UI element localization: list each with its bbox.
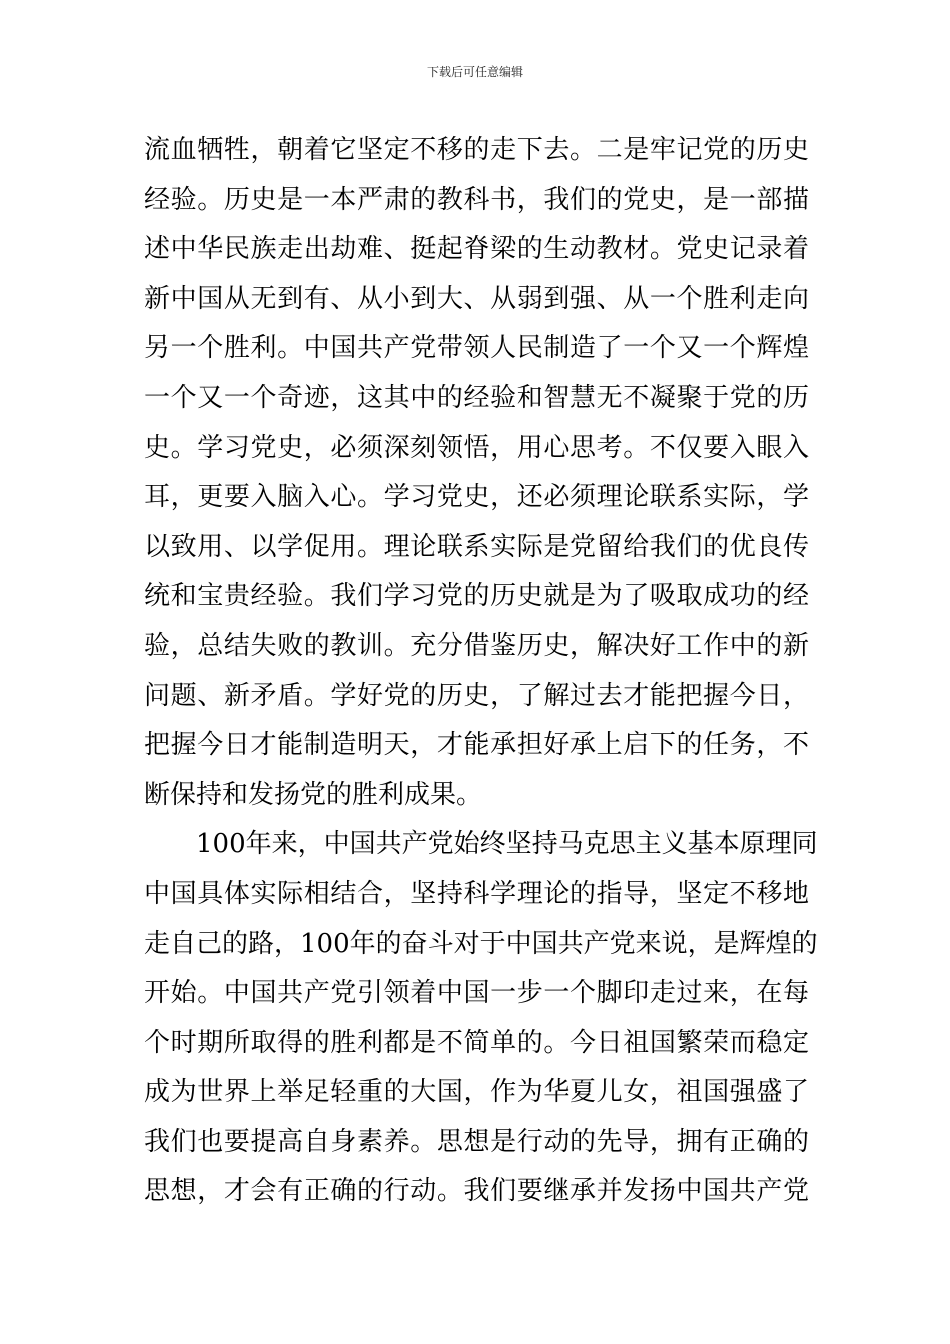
paragraph-1	[144, 126, 809, 820]
text-line: 耳，更要入脑入心。学习党史，还必须理论联系实际，学	[144, 482, 809, 513]
paragraph-2	[144, 820, 818, 1217]
text-line: 一个又一个奇迹，这其中的经验和智慧无不凝聚于党的历	[144, 382, 809, 413]
text-line: 个时期所取得的胜利都是不简单的。今日祖国繁荣而稳定	[144, 1027, 809, 1058]
text-line: 以致用、以学促用。理论联系实际是党留给我们的优良传	[144, 531, 809, 562]
text-line: 100年来，中国共产党始终坚持马克思主义基本原理同	[196, 829, 818, 860]
text-line: 我们也要提高自身素养。思想是行动的先导，拥有正确的	[144, 1126, 809, 1157]
text-line: 走自己的路，100年的奋斗对于中国共产党来说，是辉煌的	[144, 928, 818, 959]
text-line: 史。学习党史，必须深刻领悟，用心思考。不仅要入眼入	[144, 432, 809, 463]
text-line: 中国具体实际相结合，坚持科学理论的指导，坚定不移地	[144, 878, 809, 909]
text-line: 流血牺牲，朝着它坚定不移的走下去。二是牢记党的历史	[144, 135, 809, 165]
text-line: 新中国从无到有、从小到大、从弱到强、从一个胜利走向	[144, 283, 809, 314]
text-line: 另一个胜利。中国共产党带领人民制造了一个又一个辉煌	[144, 333, 809, 364]
text-line: 经验。历史是一本严肃的教科书，我们的党史，是一部描	[144, 184, 809, 215]
page-header: 下载后可任意编辑	[426, 65, 523, 79]
text-line: 成为世界上举足轻重的大国，作为华夏儿女，祖国强盛了	[144, 1077, 809, 1108]
text-line: 思想，才会有正确的行动。我们要继承并发扬中国共产党	[144, 1176, 809, 1207]
text-line: 统和宝贵经验。我们学习党的历史就是为了吸取成功的经	[144, 581, 809, 612]
document-body	[144, 126, 818, 1217]
text-line: 把握今日才能制造明天，才能承担好承上启下的任务，不	[144, 730, 809, 761]
text-line: 开始。中国共产党引领着中国一步一个脚印走过来，在每	[144, 978, 809, 1009]
text-line: 述中华民族走出劫难、挺起脊梁的生动教材。党史记录着	[144, 234, 809, 265]
text-line: 问题、新矛盾。学好党的历史，了解过去才能把握今日，	[144, 680, 809, 711]
text-line: 断保持和发扬党的胜利成果。	[144, 779, 483, 810]
text-line: 验，总结失败的教训。充分借鉴历史，解决好工作中的新	[144, 630, 809, 661]
